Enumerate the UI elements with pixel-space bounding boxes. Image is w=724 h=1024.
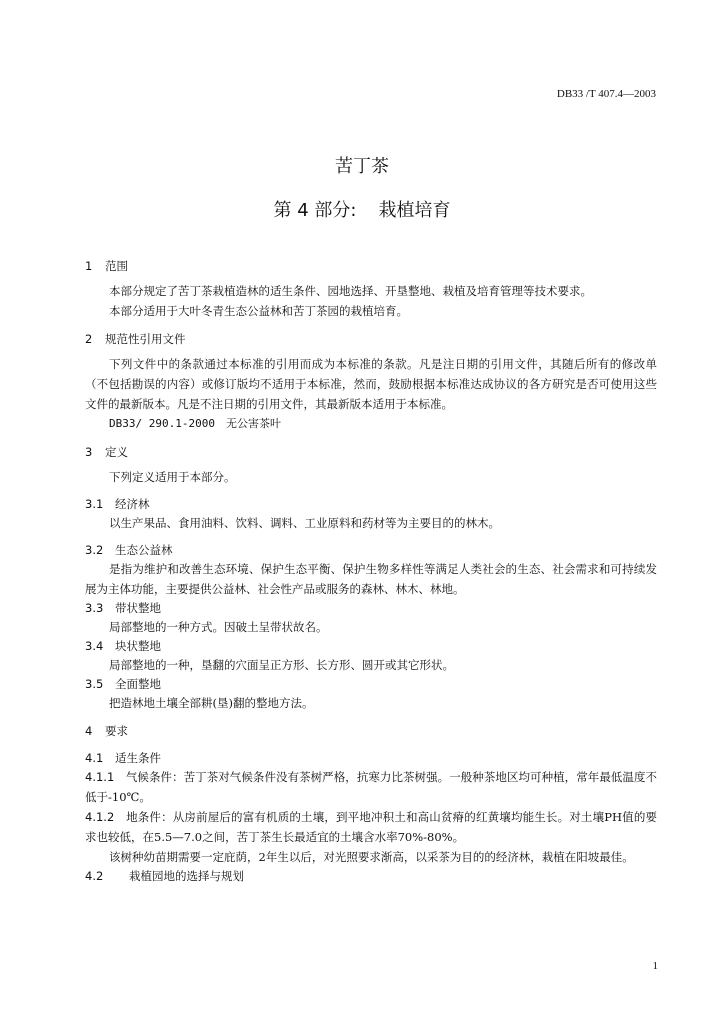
document-title: 苦丁茶 [335,156,389,177]
subsection-heading: 4.2 栽植园地的选择与规划 [85,869,244,883]
document-body [85,256,657,885]
definition-text: 把造林地土壤全部耕(垦)翻的整地方法。 [109,696,314,710]
definition-heading: 3.5 全面整地 [85,677,161,691]
section-heading: 1 范围 [85,259,128,273]
section-heading: 4 要求 [85,724,128,738]
definition-heading: 3.4 块状整地 [85,639,161,653]
definition-text: 局部整地的一种，垦翻的穴面呈正方形、长方形、圆开或其它形状。 [109,658,454,672]
clause: 4.1.1 气候条件：苦丁茶对气候条件没有茶树严格，抗寒力比茶树强。一般种茶地区均可种植，常年最低温度不低于-10℃。 [85,770,658,804]
definition-heading: 3.2 生态公益林 [85,543,173,557]
definition-heading: 3.1 经济林 [85,497,150,511]
section-heading: 2 规范性引用文件 [85,332,186,346]
page-number: 1 [652,960,658,972]
clause: 4.1.2 地条件：从房前屋后的富有机质的土壤，到平地冲积土和高山贫瘠的红黄壤均能生长。对土壤PH值的要求也较低，在5.5—7.0之间，苦丁茶生长最适宜的土壤含水率70%-80%。 [85,810,657,844]
section-heading: 3 定义 [85,445,128,459]
part-title [0,196,724,222]
paragraph: 本部分适用于大叶冬青生态公益林和苦丁茶园的栽植培育。 [109,304,408,318]
standard-code: DB33 /T 407.4—2003 [556,88,656,100]
paragraph: 下列文件中的条款通过本标准的引用而成为本标准的条款。凡是注日期的引用文件，其随后所有的修改单（不包括勘误的内容）或修订版均不适用于本标准，然而，鼓励根据本标准达成协议的各方研究是否可使用这些文件的最新版本。凡是不注日期的引用文件，其最新版本适用于本标准。 [85,357,657,411]
paragraph: 下列定义适用于本部分。 [109,470,236,484]
paragraph: 本部分规定了苦丁茶栽植造林的适生条件、园地选择、开垦整地、栽植及培育管理等技术要求。 [109,284,592,298]
reference-item: DB33/ 290.1-2000 无公害茶叶 [109,417,281,430]
part-name: 栽植培育 [378,200,451,221]
definition-text: 以生产果品、食用油料、饮料、调料、工业原料和药材等为主要目的的林木。 [109,516,500,530]
part-label: 第 4 部分: [273,200,357,221]
definition-text: 局部整地的一种方式。因破土呈带状故名。 [109,620,328,634]
definition-heading: 3.3 带状整地 [85,601,161,615]
definition-text: 是指为维护和改善生态环境、保护生态平衡、保护生物多样性等满足人类社会的生态、社会需求和可持续发展为主体功能，主要提供公益林、社会性产品或服务的森林、林木、林地。 [85,562,657,596]
paragraph: 该树种幼苗期需要一定庇荫，2年生以后，对光照要求渐高，以采茶为目的的经济林，栽植在阳坡最佳。 [109,850,634,864]
subsection-heading: 4.1 适生条件 [85,751,161,765]
